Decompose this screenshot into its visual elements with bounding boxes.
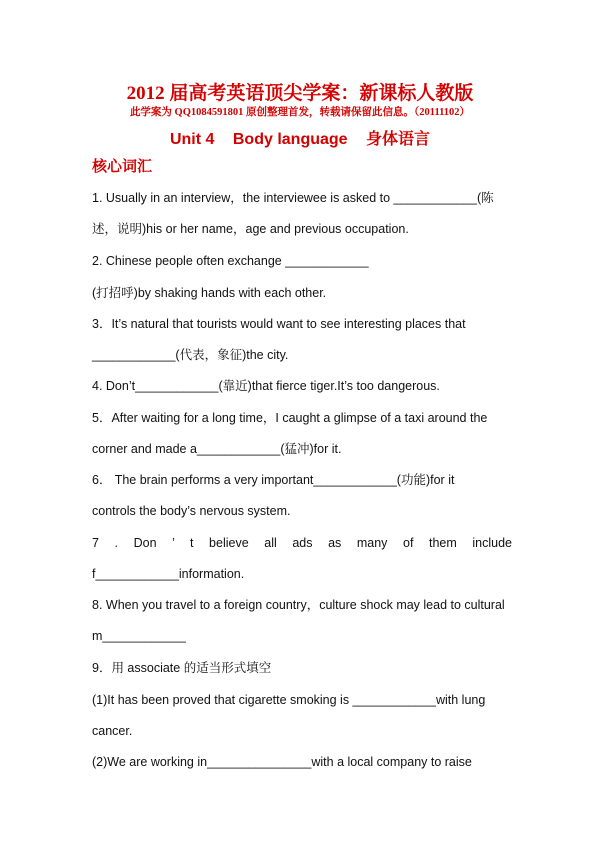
exercise-line: (1)It has been proved that cigarette smoking is ____________with lung bbox=[92, 693, 486, 707]
exercise-line: (打招呼)by shaking hands with each other. bbox=[92, 286, 327, 300]
section-title: 核心词汇 bbox=[92, 158, 153, 175]
unit-title: Body language bbox=[232, 131, 348, 148]
exercise-line: ____________(代表，象征)the city. bbox=[92, 348, 289, 362]
exercise-line: 1. Usually in an interview，the interviewee is asked to ____________(陈 bbox=[92, 191, 494, 205]
unit-chinese-title: 身体语言 bbox=[366, 131, 431, 148]
exercise-line: 2. Chinese people often exchange ____________ bbox=[92, 254, 369, 268]
exercise-line: 7 . Don ’ t believe all ads as many of them include bbox=[92, 536, 512, 550]
exercise-line: 6． The brain performs a very important____________(功能)for it bbox=[92, 473, 455, 487]
exercise-line: corner and made a____________(猛冲)for it. bbox=[92, 442, 342, 456]
exercise-line: cancer. bbox=[92, 724, 133, 738]
exercise-line: f____________information. bbox=[92, 567, 245, 581]
exercise-line: controls the body’s nervous system. bbox=[92, 504, 291, 518]
exercise-line: m____________ bbox=[92, 629, 186, 643]
copyright-notice: 此学案为 QQ1084591801 原创整理首发，转载请保留此信息。（20111102） bbox=[129, 107, 471, 118]
exercise-line: 9．用 associate 的适当形式填空 bbox=[92, 661, 272, 675]
exercise-line: 3．It’s natural that tourists would want to see interesting places that bbox=[92, 317, 466, 331]
exercise-line: 8. When you travel to a foreign country，culture shock may lead to cultural bbox=[92, 598, 505, 612]
exercise-line: 5．After waiting for a long time，I caught a glimpse of a taxi around the bbox=[92, 411, 488, 425]
unit-heading bbox=[0, 126, 600, 149]
exercise-line: 述，说明)his or her name，age and previous occupation. bbox=[92, 222, 409, 236]
exercise-line: (2)We are working in_______________with a local company to raise bbox=[92, 755, 472, 769]
page-title: 2012 届高考英语顶尖学案：新课标人教版 bbox=[126, 83, 474, 104]
unit-number: Unit 4 bbox=[169, 131, 215, 148]
exercise-line: 4. Don’t____________(靠近)that fierce tiger.It’s too dangerous. bbox=[92, 379, 440, 393]
